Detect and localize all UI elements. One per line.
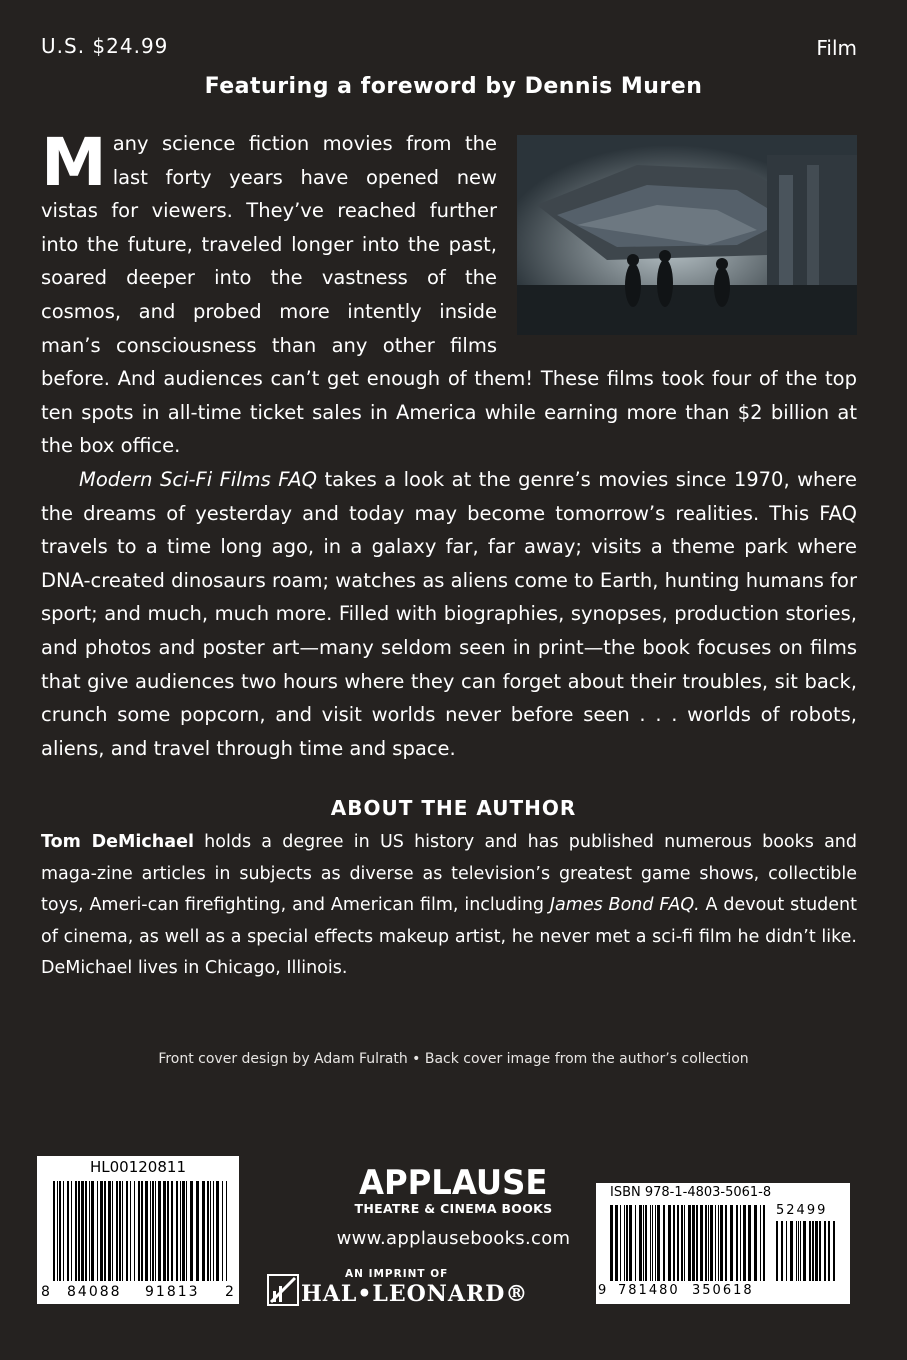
movie-still-illustration (517, 135, 857, 335)
foreword-line: Featuring a foreword by Dennis Muren (204, 74, 703, 99)
barcode-bar (610, 1205, 613, 1281)
isbn-addon-digits: 52499 (776, 1203, 828, 1218)
barcode-bar (688, 1205, 691, 1281)
barcode-bar (776, 1221, 778, 1281)
barcode-digit-check: 2 (225, 1284, 234, 1300)
imprint-line: AN IMPRINT OF (345, 1268, 449, 1280)
barcode-bar (629, 1205, 632, 1281)
barcode-bar (763, 1205, 765, 1281)
barcode-bar (809, 1221, 811, 1281)
barcode-bar (796, 1221, 797, 1281)
barcode-bar (684, 1205, 685, 1281)
publisher-name: APPLAUSE (359, 1163, 548, 1203)
barcode-bar (833, 1221, 835, 1281)
barcode-bar (819, 1221, 821, 1281)
barcode-bar (815, 1221, 818, 1281)
barcode-bar (681, 1205, 683, 1281)
barcode-bar (786, 1221, 787, 1281)
barcode-bar (620, 1205, 621, 1281)
barcode-bar (725, 1205, 727, 1281)
author-bio (41, 827, 857, 985)
barcode-bar (652, 1205, 653, 1281)
author-bio-part-1: holds a degree in US history and has published numerous books and maga-zine articles in subjects as diverse as television’s greatest game shows, collectible toys, Ameri-can firefighting, and American film, including (41, 832, 857, 915)
hal-leonard-logo (267, 1274, 299, 1306)
barcode-bar (639, 1205, 642, 1281)
isbn-barcode-bars (610, 1205, 768, 1281)
barcode-bar (705, 1205, 707, 1281)
barcode-bar (803, 1221, 806, 1281)
isbn-digits-left: 781480 (618, 1283, 680, 1298)
barcode-bar (824, 1221, 826, 1281)
movie-still-image (517, 135, 857, 335)
imprint-block (267, 1268, 567, 1308)
barcode-bar (708, 1205, 709, 1281)
barcode-bar (800, 1221, 801, 1281)
barcode-bar (643, 1205, 644, 1281)
barcode-bar (626, 1205, 628, 1281)
author-bio-part-2: A devout student of cinema, as well as a special effects makeup artist, he never met a sci-fi film he didn’t like. DeMichael lives in Chicago, Illinois. (41, 895, 858, 978)
cover-credit: Front cover design by Adam Fulrath • Back cover image from the author’s collection (158, 1051, 749, 1067)
barcode-bar (655, 1205, 656, 1281)
barcode-bar (696, 1205, 698, 1281)
author-heading: ABOUT THE AUTHOR (330, 796, 577, 820)
barcode-bar (812, 1221, 814, 1281)
barcode-bar (754, 1205, 757, 1281)
description-paragraph-2: takes a look at the genre’s movies since 1970, where the dreams of yesterday and today may become tomorrow’s realities. This FAQ travels to a time long ago, in a galaxy far, far away; visits a theme park where DNA-created dinosaurs roam; watches as aliens come to Earth, hunting humans for sport; and much, much more. Filled with biographies, synopses, production stories, and photos and poster art—many seldom seen in print—the book focuses on films that give audiences two hours where they can forget about their troubles, sit back, crunch some popcorn, and visit worlds never before seen . . . worlds of robots, aliens, and travel through time and space. (41, 467, 857, 760)
barcode-bar (663, 1205, 665, 1281)
barcode-bar (828, 1221, 830, 1281)
barcode-bar (718, 1205, 719, 1281)
barcode-bar (710, 1205, 713, 1281)
barcode-code-label: HL00120811 (90, 1158, 186, 1176)
barcode-bar (668, 1205, 671, 1281)
price-label: U.S. $24.99 (41, 34, 169, 58)
barcode-bar (748, 1205, 751, 1281)
author-book-title: James Bond FAQ. (549, 895, 700, 915)
barcode-bar (790, 1221, 793, 1281)
barcode-bar (635, 1205, 636, 1281)
barcode-bar (781, 1221, 783, 1281)
barcode-digit-lead: 8 (41, 1284, 50, 1300)
barcode-bar (715, 1205, 716, 1281)
category-label: Film (816, 36, 857, 60)
barcode-bar (650, 1205, 651, 1281)
barcode-bar (645, 1205, 647, 1281)
barcode-bar (624, 1205, 625, 1281)
barcode-bar (760, 1205, 761, 1281)
isbn-label: ISBN 978-1-4803-5061-8 (610, 1185, 772, 1200)
barcode-bar (736, 1205, 738, 1281)
publisher-url: www.applausebooks.com (336, 1228, 571, 1249)
book-title: Modern Sci-Fi Films FAQ (79, 467, 317, 491)
barcode-bar (673, 1205, 675, 1281)
barcode-digits-right: 91813 (145, 1284, 200, 1300)
isbn-barcode (596, 1183, 850, 1304)
barcode-bar (677, 1205, 679, 1281)
barcode-bar (730, 1205, 733, 1281)
barcode-bar (720, 1205, 723, 1281)
barcode-bar (700, 1205, 703, 1281)
author-name: Tom DeMichael (41, 832, 194, 852)
barcode-bar (657, 1205, 660, 1281)
dropcap: M (41, 124, 107, 201)
barcode-digits-left: 84088 (67, 1284, 122, 1300)
publisher-subtitle: THEATRE & CINEMA BOOKS (354, 1201, 553, 1216)
barcode-bar (740, 1205, 741, 1281)
barcode-bar (615, 1205, 618, 1281)
imprint-name: HAL•LEONARD® (301, 1281, 529, 1307)
isbn-addon-bars (776, 1221, 838, 1281)
barcode-bar (798, 1221, 799, 1281)
barcode-bar (743, 1205, 746, 1281)
description (41, 124, 857, 765)
description-paragraph-1: any science fiction movies from the last forty years have opened new vistas for viewers. They’ve reached further into the future, traveled longer into the past, soared deeper into the vastness of the cosmos, and probed more intently inside man’s consciousness than any other films before. And audiences can’t get enough of them! These films took four of the top ten spots in all-time ticket sales in America while earning more than $2 billion at the box office. (41, 132, 857, 458)
barcode-bar (692, 1205, 695, 1281)
isbn-digits-right: 350618 (692, 1283, 754, 1298)
isbn-digit-lead: 9 (598, 1283, 607, 1298)
